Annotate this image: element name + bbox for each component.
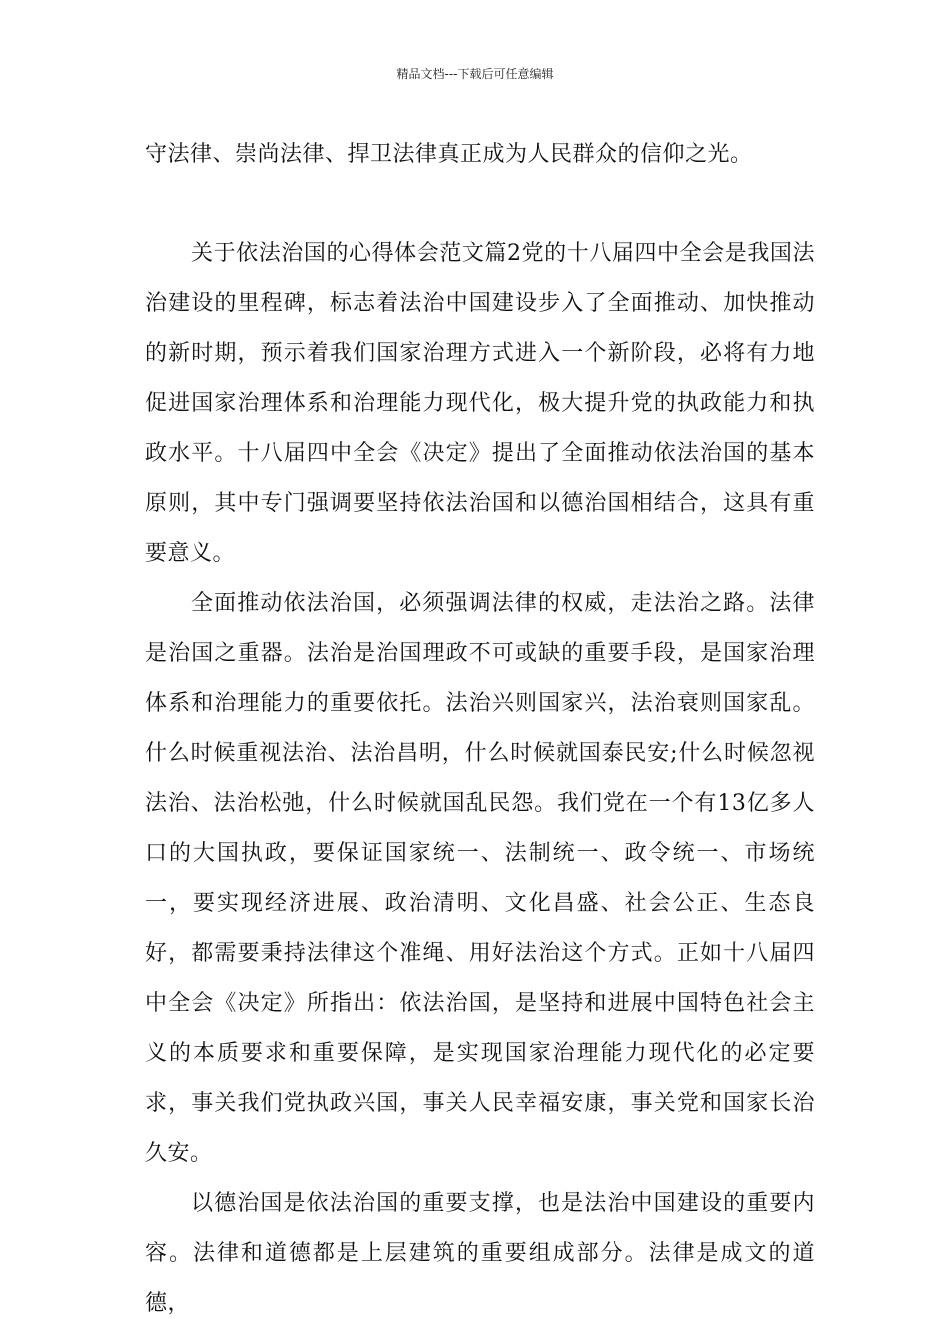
document-body — [145, 130, 815, 1329]
paragraph-intro: 关于依法治国的心得体会范文篇2党的十八届四中全会是我国法治建设的里程碑，标志着法治中国建设步入了全面推动、加快推动的新时期，预示着我们国家治理方式进入一个新阶段，必将有力地促进国家治理体系和治理能力现代化，极大提升党的执政能力和执政水平。十八届四中全会《决定》提出了全面推动依法治国的基本原则，其中专门强调要坚持依法治国和以德治国相结合，这具有重要意义。 — [145, 241, 815, 566]
page-header: 精品文档---下载后可任意编辑 — [396, 67, 554, 81]
paragraph-gap — [145, 180, 815, 229]
paragraph-rule-of-law: 全面推动依法治国，必须强调法律的权威，走法治之路。法律是治国之重器。法治是治国理政不可或缺的重要手段，是国家治理体系和治理能力的重要依托。法治兴则国家兴，法治衰则国家乱。什么时候重视法治、法治昌明，什么时候就国泰民安;什么时候忽视法治、法治松弛，什么时候就国乱民怨。我们党在一个有13亿多人口的大国执政，要保证国家统一、法制统一、政令统一、市场统一，要实现经济进展、政治清明、文化昌盛、社会公正、生态良好，都需要秉持法律这个准绳、用好法治这个方式。正如十八届四中全会《决定》所指出：依法治国，是坚持和进展中国特色社会主义的本质要求和重要保障，是实现国家治理能力现代化的必定要求，事关我们党执政兴国，事关人民幸福安康，事关党和国家长治久安。 — [145, 591, 815, 1166]
paragraph-rule-by-virtue: 以德治国是依法治国的重要支撑，也是法治中国建设的重要内容。法律和道德都是上层建筑的重要组成部分。法律是成文的道德， — [145, 1191, 815, 1316]
paragraph-continuation: 守法律、崇尚法律、捍卫法律真正成为人民群众的信仰之光。 — [145, 142, 753, 167]
